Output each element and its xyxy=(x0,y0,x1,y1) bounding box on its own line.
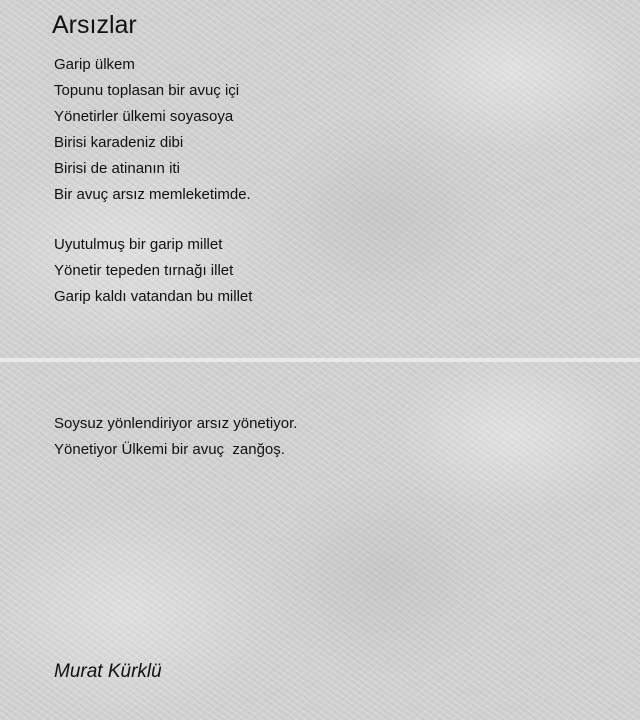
poem-line: Birisi karadeniz dibi xyxy=(54,134,184,151)
poem-line: Birisi de atinanın iti xyxy=(54,160,180,177)
poem-line: Uyutulmuş bir garip millet xyxy=(54,236,223,253)
poem-line: Yönetir tepeden tırnağı illet xyxy=(54,262,234,279)
stanza-2 xyxy=(54,232,252,310)
poem-title: Arsızlar xyxy=(52,11,137,39)
stanza-1 xyxy=(54,52,251,208)
poem-line: Garip kaldı vatandan bu millet xyxy=(54,288,253,305)
poem-line: Soysuz yönlendiriyor arsız yönetiyor. xyxy=(54,415,298,432)
poem-line: Yönetiyor Ülkemi bir avuç zanğoş. xyxy=(54,441,285,458)
poem-line: Garip ülkem xyxy=(54,56,135,73)
poem-line: Topunu toplasan bir avuç içi xyxy=(54,82,240,99)
poem-line: Bir avuç arsız memleketimde. xyxy=(54,186,251,203)
stanza-3 xyxy=(54,411,297,463)
poem-line: Yönetirler ülkemi soyasoya xyxy=(54,108,234,125)
poem-author: Murat Kürklü xyxy=(54,661,162,682)
